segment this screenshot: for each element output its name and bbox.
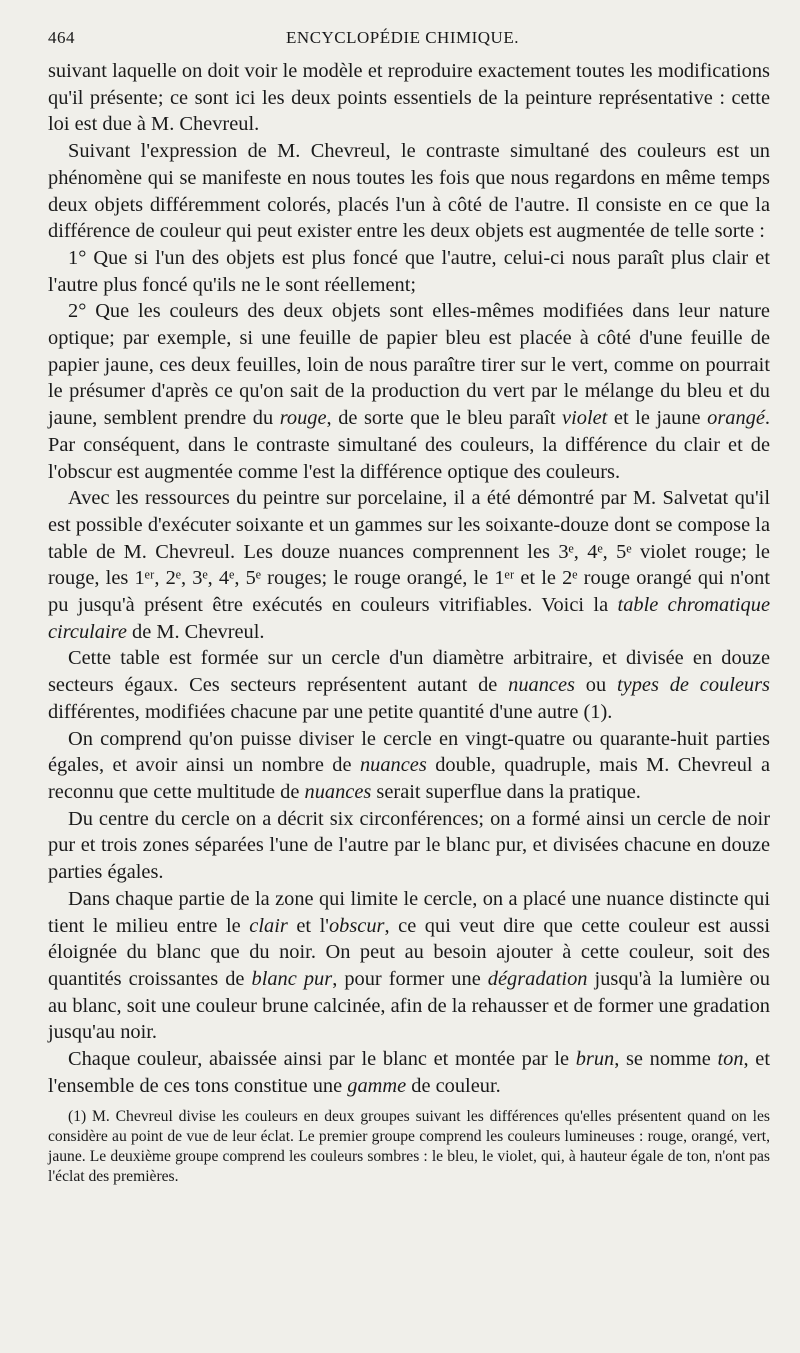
paragraph-3: 1° Que si l'un des objets est plus foncé que l'autre, celui-ci nous paraît plus clair et l'autre plus foncé qu'ils ne le sont réellement; [48,246,770,296]
italic-term: nuances [359,754,427,777]
body-text [48,58,770,1099]
page-number: 464 [48,28,75,47]
italic-term: blanc pur [251,967,333,990]
italic-term: orangé [707,407,765,430]
paragraph-2: Suivant l'expression de M. Chevreul, le contraste simultané des couleurs est un phénomène qui se manifeste en nous toutes les fois que nous regardons en même temps deux objets différemment colorés, placés l'un à côté de l'autre. Il consiste en ce que la différence de couleur qui peut exister entre les deux objets est augmentée de telle sorte : [48,140,770,243]
italic-term: obscur [328,914,385,937]
italic-term: table chromatique circulaire [48,594,770,643]
paragraph-6: Cette table est formée sur un cercle d'un diamètre arbitraire, et divisée en douze secteurs égaux. Ces secteurs représentent autant de nuances ou types de couleurs différentes, modifiées chacune par une petite quantité d'une autre (1). [48,647,770,723]
paragraph-5: Avec les ressources du peintre sur porcelaine, il a été démontré par M. Salvetat qu'il est possible d'exécuter soixante et un gammes sur les soixante-douze dont se compose la table de M. Chevreul. Les douze nuances comprennent les 3ᵉ, 4ᵉ, 5ᵉ violet rouge; le rouge, les 1ᵉʳ, 2ᵉ, 3ᵉ, 4ᵉ, 5ᵉ rouges; le rouge orangé, le 1ᵉʳ et le 2ᵉ rouge orangé qui n'ont pu jusqu'à présent être exécutés en couleurs vitrifiables. Voici la table chromatique circulaire de M. Chevreul. [48,487,770,643]
running-title: ENCYCLOPÉDIE CHIMIQUE. [286,28,519,47]
italic-term: gamme [347,1074,407,1097]
italic-term: violet [562,407,608,430]
italic-term: ton [717,1048,744,1071]
footnote-text: (1) M. Chevreul divise les couleurs en deux groupes suivant les différences qu'elles présentent quand on les considère au point de vue de leur éclat. Le premier groupe comprend les couleurs lumineuses : rouge, orangé, vert, jaune. Le deuxième groupe comprend les couleurs sombres : le bleu, le violet, qui, à hauteur égale de ton, n'ont pas l'éclat des premières. [48,1108,770,1186]
italic-term: rouge [279,407,327,430]
paragraph-10: Chaque couleur, abaissée ainsi par le blanc et montée par le brun, se nomme ton, et l'ensemble de ces tons constitue une gamme de couleur. [48,1048,770,1097]
italic-term: brun [575,1048,615,1071]
footnote-separator [48,1099,770,1107]
paragraph-7: On comprend qu'on puisse diviser le cercle en vingt-quatre ou quarante-huit parties égales, et avoir ainsi un nombre de nuances double, quadruple, mais M. Chevreul a reconnu que cette multitude de nuances serait superflue dans la pratique. [48,727,771,803]
footnote [48,1107,770,1187]
italic-term: dégradation [487,967,588,990]
paragraph-8: Du centre du cercle on a décrit six circonférences; on a formé ainsi un cercle de noir pur et trois zones séparées l'une de l'autre par le blanc pur, et divisées chacune en douze parties égales. [48,807,770,884]
paragraph-1: suivant laquelle on doit voir le modèle et reproduire exactement toutes les modifications qu'il présente; ce sont ici les deux points essentiels de la peinture représentative : cette loi est due à M. Chevreul. [48,60,770,136]
italic-term: clair [249,914,288,937]
paragraph-4: 2° Que les couleurs des deux objets sont elles-mêmes modifiées dans leur nature optique; par exemple, si une feuille de papier bleu est placée à côté d'une feuille de papier jaune, ces deux feuilles, loin de nous paraître tirer sur le vert, comme on pourrait le présumer d'après ce qu'on sait de la production du vert par le mélange du bleu et du jaune, semblent prendre du rouge, de sorte que le bleu paraît violet et le jaune orangé. Par conséquent, dans le contraste simultané des couleurs, la différence du clair et de l'obscur est augmentée comme l'est la différence optique des couleurs. [48,300,771,483]
italic-term: nuances [304,780,372,803]
italic-term: types de couleurs [617,674,770,697]
paragraph-9: Dans chaque partie de la zone qui limite le cercle, on a placé une nuance distincte qui tient le milieu entre le clair et l'obscur, ce qui veut dire que cette couleur est aussi éloignée du blanc que du noir. On peut au besoin ajouter à cette couleur, soit des quantités croissantes de blanc pur, pour former une dégradation jusqu'à la lumière ou au blanc, soit une couleur brune calcinée, afin de la rehausser et de former une gradation jusqu'au noir. [48,887,771,1044]
italic-term: nuances [508,674,575,697]
page-header [48,28,770,58]
